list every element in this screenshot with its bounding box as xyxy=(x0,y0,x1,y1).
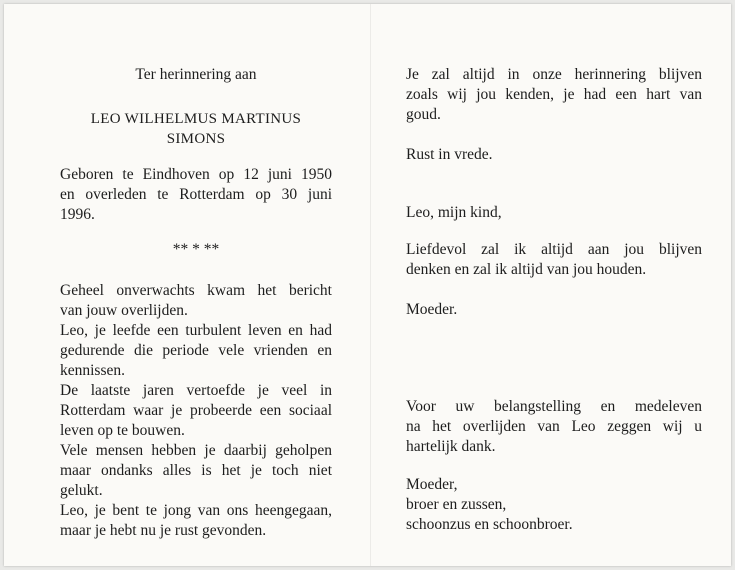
signature-line: broer en zussen, xyxy=(406,496,507,513)
rest-line: Rust in vrede. xyxy=(406,146,493,163)
text-line: Geheel onverwachts kwam het bericht xyxy=(60,282,332,299)
thanks-line: hartelijk dank. xyxy=(406,438,496,455)
text-line: leven op te bouwen. xyxy=(60,422,185,439)
text-line: gelukt. xyxy=(60,482,103,499)
greeting-line: Leo, mijn kind, xyxy=(406,204,502,221)
separator: ** * ** xyxy=(172,241,220,258)
text-line: van jouw overlijden. xyxy=(60,302,188,319)
mother-text-line: Liefdevol zal ik altijd aan jou blijven xyxy=(406,241,702,258)
signature-line: schoonzus en schoonbroer. xyxy=(406,516,573,533)
mother-signature: Moeder. xyxy=(406,301,458,318)
mother-text-line: denken en zal ik altijd van jou houden. xyxy=(406,261,647,278)
thanks-line: na het overlijden van Leo zeggen wij u xyxy=(406,418,702,435)
text-line: Rotterdam waar je probeerde een sociaal xyxy=(60,402,332,419)
signature-line: Moeder, xyxy=(406,476,458,493)
thanks-line: Voor uw belangstelling en medeleven xyxy=(406,398,702,415)
memorial-card xyxy=(4,4,731,566)
card-fold xyxy=(370,4,371,566)
text-line: Leo, je leefde een turbulent leven en had xyxy=(60,322,332,339)
text-line: maar je hebt nu je rust gevonden. xyxy=(60,522,267,539)
text-line: De laatste jaren vertoefde je veel in xyxy=(60,382,332,399)
birth-line: en overleden te Rotterdam op 30 juni xyxy=(60,186,332,203)
header: Ter herinnering aan xyxy=(135,66,257,83)
text-line: maar ondanks alles is het je toch niet xyxy=(60,462,332,479)
name-line-1: LEO WILHELMUS MARTINUS xyxy=(90,111,302,127)
name-line-2: SIMONS xyxy=(166,131,226,147)
memory-line: Je zal altijd in onze herinnering blijven xyxy=(406,66,702,83)
memory-line: zoals wij jou kenden, je had een hart van xyxy=(406,86,702,103)
text-line: Vele mensen hebben je daarbij geholpen xyxy=(60,442,332,459)
birth-line: Geboren te Eindhoven op 12 juni 1950 xyxy=(60,166,332,183)
birth-line: 1996. xyxy=(60,206,95,223)
memory-line: goud. xyxy=(406,106,441,123)
text-line: Leo, je bent te jong van ons heengegaan, xyxy=(60,502,332,519)
text-line: kennissen. xyxy=(60,362,126,379)
text-line: gedurende die periode vele vrienden en xyxy=(60,342,332,359)
